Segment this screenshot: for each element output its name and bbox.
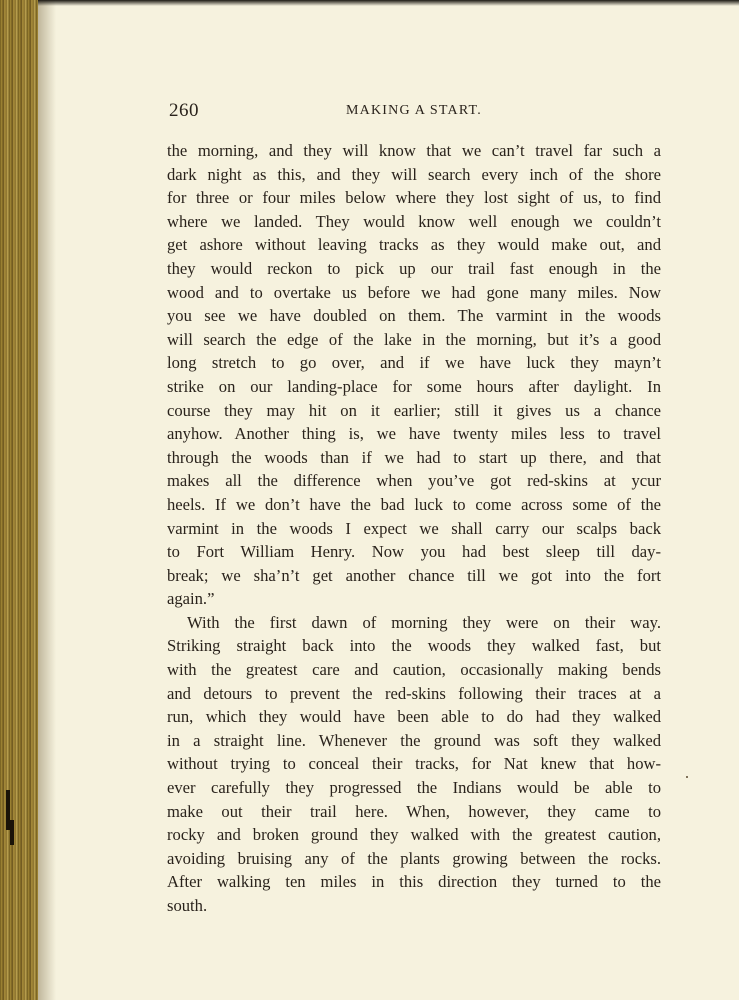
text-line: wood and to overtake us before we had gone many miles. Now bbox=[167, 282, 661, 302]
text-line: varmint in the woods I expect we shall carry our scalps back bbox=[167, 518, 661, 538]
text-line: where we landed. They would know well enough we couldn’t bbox=[167, 211, 661, 231]
text-line: in a straight line. Whenever the ground was soft they walked bbox=[167, 730, 661, 750]
text-line: for three or four miles below where they lost sight of us, to find bbox=[167, 188, 661, 208]
text-line: After walking ten miles in this direction they turned to the bbox=[167, 872, 661, 892]
text-line: makes all the difference when you’ve got red-skins at ycur bbox=[167, 471, 661, 491]
body-text bbox=[167, 139, 661, 918]
text-line: course they may hit on it earlier; still it gives us a chance bbox=[167, 400, 661, 420]
page-number: 260 bbox=[169, 100, 199, 121]
text-line: again.” bbox=[167, 589, 215, 609]
text-line: you see we have doubled on them. The varmint in the woods bbox=[167, 306, 661, 326]
text-line: run, which they would have been able to do had they walked bbox=[167, 707, 661, 727]
text-line: strike on our landing-place for some hours after daylight. In bbox=[167, 376, 661, 396]
top-edge-shadow bbox=[38, 0, 739, 6]
text-line: avoiding bruising any of the plants growing between the rocks. bbox=[167, 848, 661, 868]
text-line: and detours to prevent the red-skins following their traces at a bbox=[167, 683, 661, 703]
running-head: MAKING A START. bbox=[346, 103, 482, 118]
text-line: make out their trail here. When, however, they came to bbox=[167, 801, 661, 821]
text-line: will search the edge of the lake in the morning, but it’s a good bbox=[167, 329, 661, 349]
text-line: long stretch to go over, and if we have luck they mayn’t bbox=[167, 353, 661, 373]
text-line: rocky and broken ground they walked with the greatest caution, bbox=[167, 825, 661, 845]
gutter-shadow bbox=[38, 0, 56, 1000]
text-line: heels. If we don’t have the bad luck to come across some of the bbox=[167, 494, 661, 514]
page-header bbox=[167, 100, 661, 126]
text-line: without trying to conceal their tracks, for Nat knew that how- bbox=[167, 754, 661, 774]
text-line: dark night as this, and they will search every inch of the shore bbox=[167, 164, 661, 184]
text-line: get ashore without leaving tracks as they would make out, and bbox=[167, 235, 661, 255]
text-line: through the woods than if we had to start up there, and that bbox=[167, 447, 661, 467]
text-line: anyhow. Another thing is, we have twenty miles less to travel bbox=[167, 424, 661, 444]
text-line: south. bbox=[167, 896, 208, 915]
text-line: With the first dawn of morning they were on their way. bbox=[187, 612, 661, 632]
book-spine bbox=[0, 0, 38, 1000]
text-line: to Fort William Henry. Now you had best sleep till day- bbox=[167, 542, 661, 562]
text-line: break; we sha’n’t get another chance till we got into the fort bbox=[167, 565, 661, 585]
text-line: ever carefully they progressed the Indians would be able to bbox=[167, 778, 661, 798]
text-line: the morning, and they will know that we can’t travel far such a bbox=[167, 141, 661, 160]
text-line: Striking straight back into the woods they walked fast, but bbox=[167, 636, 661, 656]
text-line: with the greatest care and caution, occasionally making bends bbox=[167, 660, 661, 680]
paper-speck bbox=[686, 776, 688, 778]
text-line: they would reckon to pick up our trail fast enough in the bbox=[167, 258, 661, 278]
spine-mark bbox=[10, 820, 14, 845]
